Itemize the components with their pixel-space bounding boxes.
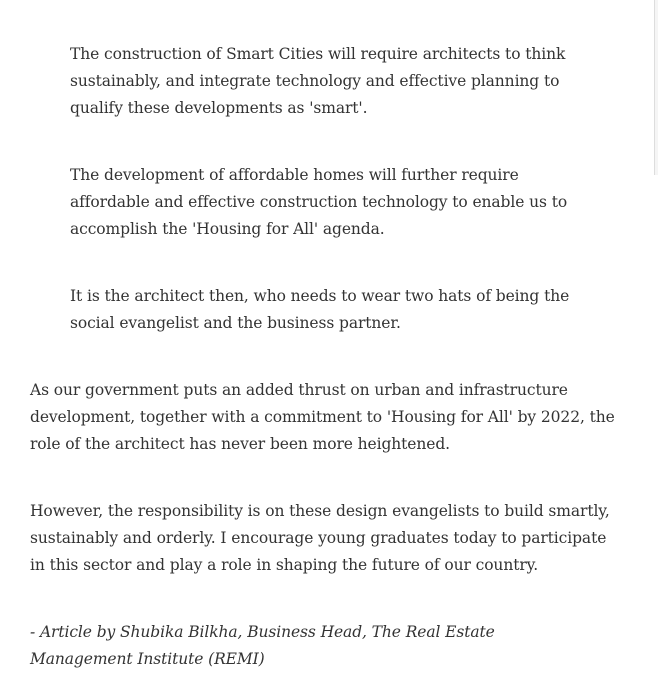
article-paragraph: However, the responsibility is on these design evangelists to build smartly, sustainably and orderly. I encourage young graduates today to participate in this sector and play a role in shaping the future of our country. <box>30 502 610 574</box>
article-paragraph: The construction of Smart Cities will require architects to think sustainably, and integrate technology and effective planning to qualify these developments as 'smart'. <box>70 45 566 117</box>
article-paragraph: As our government puts an added thrust on urban and infrastructure development, together with a commitment to 'Housing for All' by 2022, the role of the architect has never been more heightened. <box>30 381 615 453</box>
scrollbar[interactable] <box>654 0 658 175</box>
article-attribution: - Article by Shubika Bilkha, Business Head, The Real Estate Management Institute (REMI) <box>30 623 495 668</box>
article-paragraph: The development of affordable homes will further require affordable and effective construction technology to enable us to accomplish the 'Housing for All' agenda. <box>70 166 568 238</box>
article-paragraph: It is the architect then, who needs to wear two hats of being the social evangelist and the business partner. <box>70 287 570 332</box>
